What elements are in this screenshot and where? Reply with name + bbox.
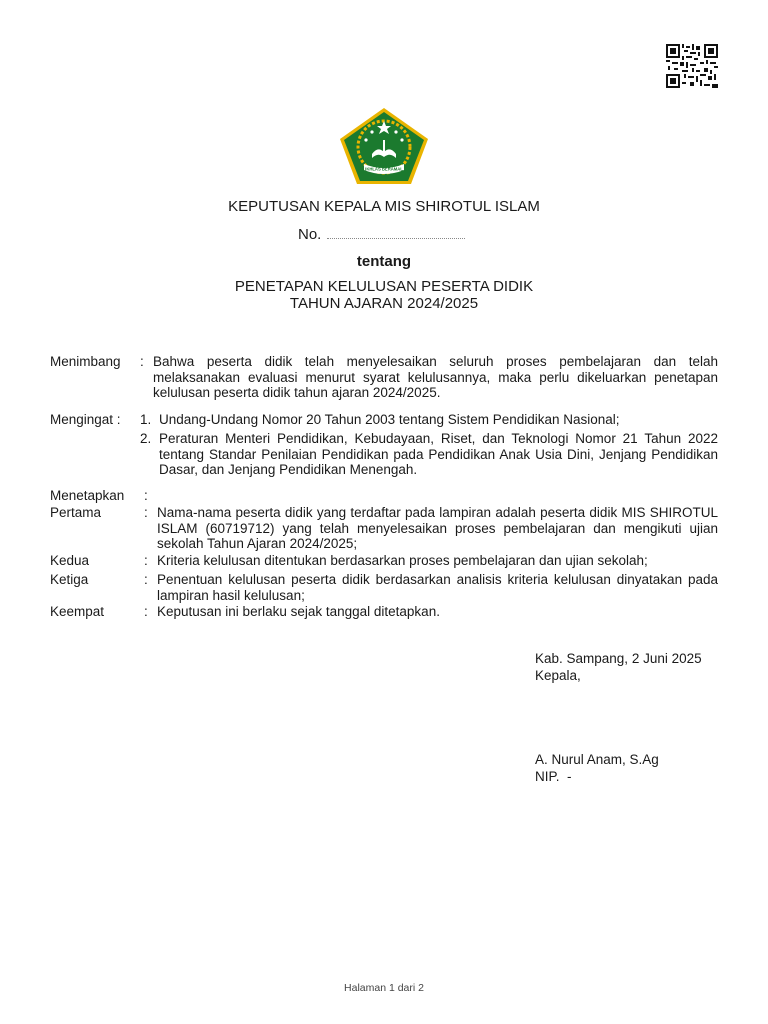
menimbang-text: Bahwa peserta didik telah menyelesaikan seluruh proses pembelajaran dan telah melaksanakan evaluasi menurut syarat kelulusannya, maka perlu dikeluarkan penetapan kelulusan peserta didik tahun ajaran 2024/2025. — [153, 354, 718, 400]
keempat-label: Keempat — [50, 604, 105, 619]
keempat-text: Keputusan ini berlaku sejak tanggal ditetapkan. — [157, 604, 440, 619]
subtitle-line-1: PENETAPAN KELULUSAN PESERTA DIDIK — [234, 278, 534, 295]
colon: : — [144, 488, 148, 503]
page-indicator: Halaman 1 dari 2 — [344, 982, 424, 994]
colon: : — [144, 505, 148, 520]
signatory-position: Kepala, — [535, 668, 581, 683]
colon: : — [144, 572, 148, 587]
ketiga-label: Ketiga — [50, 572, 89, 587]
tentang-label: tentang — [356, 253, 412, 270]
number-blank — [327, 228, 465, 239]
number-label: No. — [298, 226, 322, 243]
section-pertama — [50, 505, 718, 553]
ketiga-text: Penentuan kelulusan peserta didik berdasarkan analisis kriteria kelulusan dinyatakan pada lampiran hasil kelulusan; — [157, 572, 718, 603]
menimbang-label: Menimbang — [50, 354, 121, 369]
section-menetapkan — [50, 488, 718, 504]
section-ketiga — [50, 572, 718, 604]
document-subtitle — [0, 278, 768, 312]
colon: : — [144, 604, 148, 619]
place-date: Kab. Sampang, 2 Juni 2025 — [535, 651, 702, 666]
menetapkan-label: Menetapkan — [50, 488, 125, 503]
document-title: KEPUTUSAN KEPALA MIS SHIROTUL ISLAM — [228, 198, 540, 215]
mengingat-item-2: Peraturan Menteri Pendidikan, Kebudayaan, Riset, dan Teknologi Nomor 21 Tahun 2022 tentang Standar Penilaian Pendidikan pada Pendidikan Anak Usia Dini, Jenjang Pendidikan Dasar, dan Jenjang Pendidikan Menengah. — [159, 431, 718, 477]
pertama-label: Pertama — [50, 505, 102, 520]
colon: : — [144, 553, 148, 568]
qr-code-icon — [666, 44, 718, 88]
kedua-text: Kriteria kelulusan ditentukan berdasarkan proses pembelajaran dan ujian sekolah; — [157, 553, 648, 568]
section-mengingat — [50, 412, 718, 476]
pertama-text: Nama-nama peserta didik yang terdaftar pada lampiran adalah peserta didik MIS SHIROTUL ISLAM (60719712) yang telah menyelesaikan proses pembelajaran dan mengikuti ujian sekolah Tahun Ajaran 2024/2025; — [157, 505, 718, 551]
subtitle-line-2: TAHUN AJARAN 2024/2025 — [289, 295, 479, 312]
section-kedua — [50, 553, 718, 569]
kedua-label: Kedua — [50, 553, 90, 568]
colon: : — [140, 354, 144, 369]
mengingat-label: Mengingat : — [50, 412, 121, 427]
signatory-name: A. Nurul Anam, S.Ag — [535, 752, 659, 767]
kemenag-logo-icon — [338, 106, 430, 186]
signatory-nip: NIP. - — [535, 769, 572, 784]
list-number: 2. — [140, 431, 152, 446]
section-keempat — [50, 604, 718, 620]
list-number: 1. — [140, 412, 152, 427]
section-menimbang — [50, 354, 718, 402]
document-number — [298, 226, 498, 243]
mengingat-item-1: Undang-Undang Nomor 20 Tahun 2003 tentang Sistem Pendidikan Nasional; — [159, 412, 620, 427]
svg-text:IKHLAS BERAMAL: IKHLAS BERAMAL — [365, 166, 403, 172]
